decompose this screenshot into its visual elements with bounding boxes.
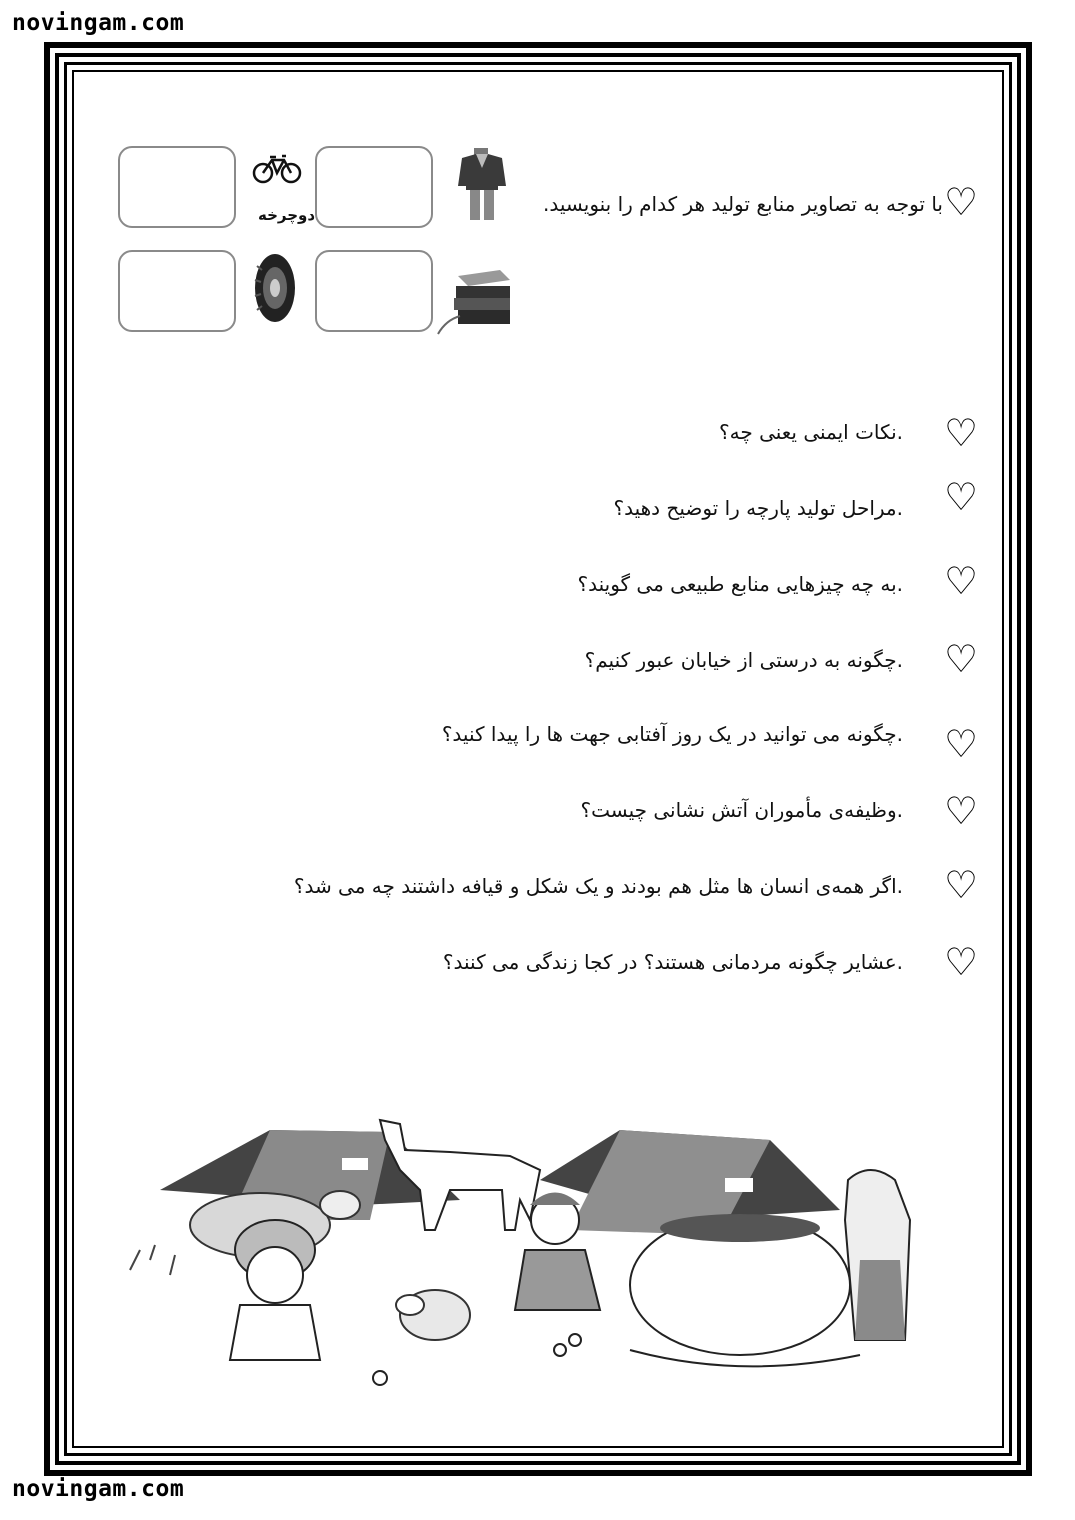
answer-box-suit[interactable] [315, 146, 433, 228]
question-5: .چگونه می توانید در یک روز آفتابی جهت ها را پیدا کنید؟ [441, 722, 903, 746]
site-watermark-top: novingam.com [12, 10, 185, 36]
tire-icon [252, 252, 298, 324]
nomad-camp-illustration [120, 1110, 940, 1390]
question-8: .عشایر چگونه مردمانی هستند؟ در کجا زندگی می کنند؟ [442, 950, 903, 974]
heart-bullet-icon: ♡ [944, 180, 979, 224]
intro-instruction: با توجه به تصاویر منابع تولید هر کدام را بنویسید. [543, 192, 943, 216]
question-7: .اگر همه‌ی انسان ها مثل هم بودند و یک شکل و قیافه داشتند چه می شد؟ [293, 874, 903, 898]
suit-icon [452, 146, 512, 222]
question-4: .چگونه به درستی از خیابان عبور کنیم؟ [584, 648, 903, 672]
heart-bullet-icon: ♡ [944, 789, 979, 833]
books-icon [436, 266, 520, 340]
heart-bullet-icon: ♡ [944, 559, 979, 603]
heart-bullet-icon: ♡ [944, 411, 979, 455]
answer-box-bicycle[interactable] [118, 146, 236, 228]
heart-bullet-icon: ♡ [944, 637, 979, 681]
question-3: .به چه چیزهایی منابع طبیعی می گویند؟ [577, 572, 903, 596]
heart-bullet-icon: ♡ [944, 475, 979, 519]
bicycle-icon [252, 152, 302, 184]
answer-box-books[interactable] [315, 250, 433, 332]
heart-bullet-icon: ♡ [944, 863, 979, 907]
question-1: .نکات ایمنی یعنی چه؟ [719, 420, 903, 444]
answer-box-tire[interactable] [118, 250, 236, 332]
question-6: .وظیفه‌ی مأموران آتش نشانی چیست؟ [580, 798, 903, 822]
question-2: .مراحل تولید پارچه را توضیح دهید؟ [613, 496, 903, 520]
heart-bullet-icon: ♡ [944, 722, 979, 766]
bicycle-caption: دوچرخه [258, 206, 316, 224]
heart-bullet-icon: ♡ [944, 940, 979, 984]
site-watermark-bottom: novingam.com [12, 1476, 185, 1502]
